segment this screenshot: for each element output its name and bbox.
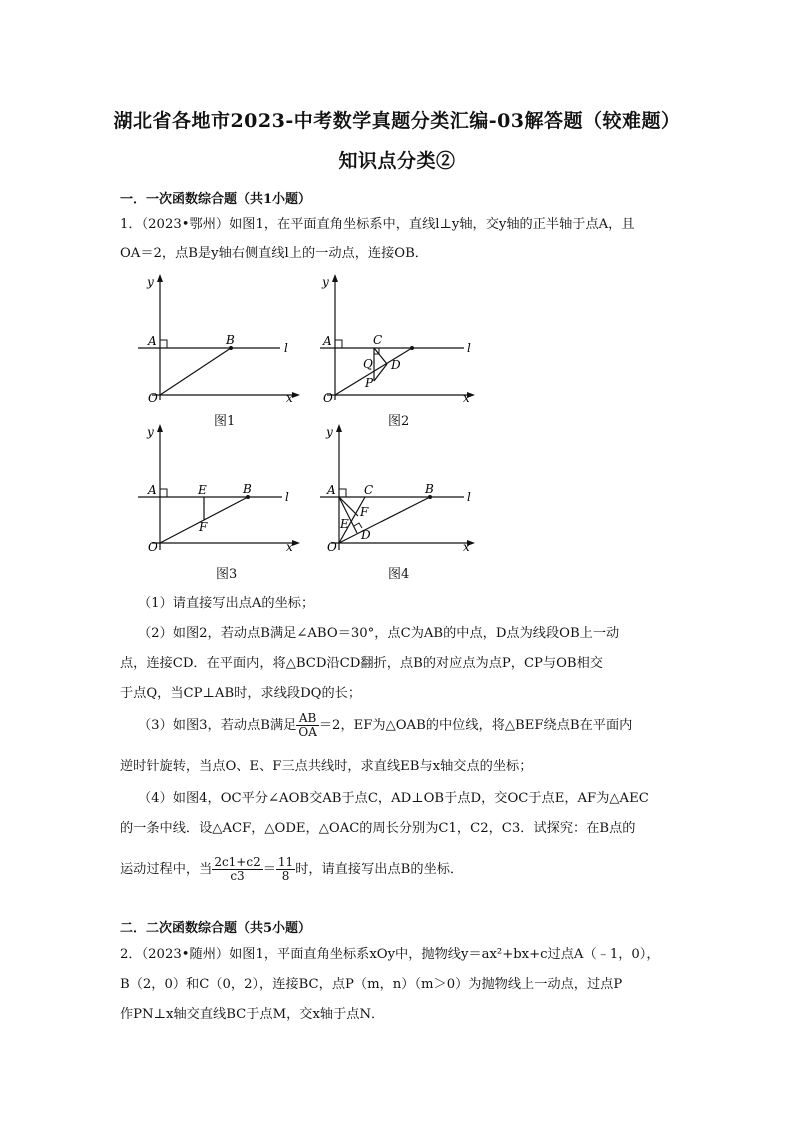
q1-part4-line3 [120, 856, 680, 883]
fig1-y-label: y [147, 275, 154, 289]
q1-part1: （1）请直接写出点A的坐标； [138, 596, 315, 611]
fig4-e-label: E [340, 517, 349, 531]
fig1-o-label: O [148, 391, 158, 405]
fig3-e-label: E [198, 483, 207, 497]
fig4-l-label: l [467, 490, 471, 504]
figure-2 [312, 270, 492, 414]
fig3-y-label: y [147, 425, 154, 439]
fig3-x-label: x [286, 540, 293, 554]
q1-part3-post: ＝2，EF为△OAB的中位线，将△BEF绕点B在平面内 [318, 718, 633, 733]
q2-line1: 2．（2023•随州）如图1，平面直角坐标系xOy中，抛物线y＝ax²+bx+c过点A（﹣1，0）， [120, 947, 660, 962]
fig2-d-label: D [391, 358, 401, 372]
figure-1 [130, 270, 310, 414]
q1-part2-line3: 于点Q，当CP⊥AB时，求线段DQ的长； [120, 686, 362, 701]
fig2-c-label: C [373, 333, 383, 347]
caption-fig1: 图1 [214, 414, 236, 429]
page-subtitle: 知识点分类② [338, 150, 456, 172]
perimeter-numerator: 2c1+c2 [214, 855, 261, 869]
fig2-x-label: x [463, 391, 470, 405]
q1-part3-pre: （3）如图3，若动点B满足 [138, 718, 297, 733]
value-numerator: 11 [277, 855, 294, 869]
fig4-b-label: B [425, 482, 434, 496]
fig4-o-label: O [327, 540, 337, 554]
q1-part3-line1 [138, 712, 698, 739]
caption-fig2: 图2 [388, 414, 410, 429]
fig3-o-label: O [148, 540, 158, 554]
figure-4 [312, 415, 492, 559]
perimeter-fraction [212, 856, 262, 883]
fig2-p-label: P [365, 376, 374, 390]
ratio-fraction [296, 712, 319, 739]
q1-part2-line1: （2）如图2，若动点B满足∠ABO＝30°，点C为AB的中点，D点为线段OB上一动 [138, 626, 620, 641]
fig2-l-label: l [467, 341, 471, 355]
fig2-o-label: O [323, 391, 333, 405]
q2-line2: B（2，0）和C（0，2），连接BC，点P（m，n）（m＞0）为抛物线上一动点，过点P [120, 977, 623, 992]
fig3-a-label: A [148, 483, 157, 497]
q1-line2: OA＝2，点B是y轴右侧直线l上的一动点，连接OB． [120, 246, 428, 261]
q1-part4-line2: 的一条中线．设△ACF，△ODE，△OAC的周长分别为C1，C2，C3．试探究：在B点的 [120, 821, 636, 836]
section-heading-quadratic: 二．二次函数综合题（共5小题） [120, 921, 312, 936]
q1-part3-line2: 逆时针旋转，当点O、E、F三点共线时，求直线EB与x轴交点的坐标； [120, 759, 533, 774]
value-denominator: 8 [281, 869, 290, 883]
ratio-denominator: OA [298, 725, 317, 739]
section-heading-linear: 一．一次函数综合题（共1小题） [120, 192, 312, 207]
fig3-b-label: B [243, 482, 252, 496]
fig4-f-label: F [360, 505, 369, 519]
page-title: 湖北省各地市2023-中考数学真题分类汇编-03解答题（较难题） [113, 110, 681, 132]
q1-line1: 1．（2023•鄂州）如图1，在平面直角坐标系中，直线l⊥y轴，交y轴的正半轴于点A，且 [120, 217, 635, 232]
fig1-l-label: l [284, 341, 288, 355]
fig3-f-label: F [199, 520, 208, 534]
fig4-a-label: A [327, 483, 336, 497]
fig1-a-label: A [148, 334, 157, 348]
value-fraction [276, 856, 295, 883]
perimeter-denominator: c3 [230, 869, 245, 883]
q1-part4-eq: ＝ [262, 862, 276, 877]
fig3-l-label: l [285, 490, 289, 504]
caption-fig3: 图3 [216, 567, 238, 582]
q1-part4-line1: （4）如图4，OC平分∠AOB交AB于点C，AD⊥OB于点D，交OC于点E，AF为△AEC [138, 791, 649, 806]
fig1-b-label: B [226, 333, 235, 347]
fig4-x-label: x [463, 540, 470, 554]
fig4-y-label: y [326, 425, 333, 439]
fig4-d-label: D [361, 528, 371, 542]
q1-part2-line2: 点，连接CD．在平面内，将△BCD沿CD翻折，点B的对应点为点P，CP与OB相交 [120, 656, 603, 671]
caption-fig4: 图4 [388, 567, 410, 582]
fig1-x-label: x [286, 391, 293, 405]
q1-part4-pre: 运动过程中，当 [120, 862, 213, 877]
fig2-a-label: A [323, 334, 332, 348]
q1-part4-post: 时，请直接写出点B的坐标． [295, 862, 464, 877]
figure-3 [130, 415, 310, 559]
fig2-q-label: Q [363, 357, 373, 371]
fig4-c-label: C [364, 483, 374, 497]
fig2-y-label: y [322, 275, 329, 289]
q2-line3: 作PN⊥x轴交直线BC于点M，交x轴于点N． [120, 1007, 385, 1022]
ratio-numerator: AB [296, 712, 319, 726]
